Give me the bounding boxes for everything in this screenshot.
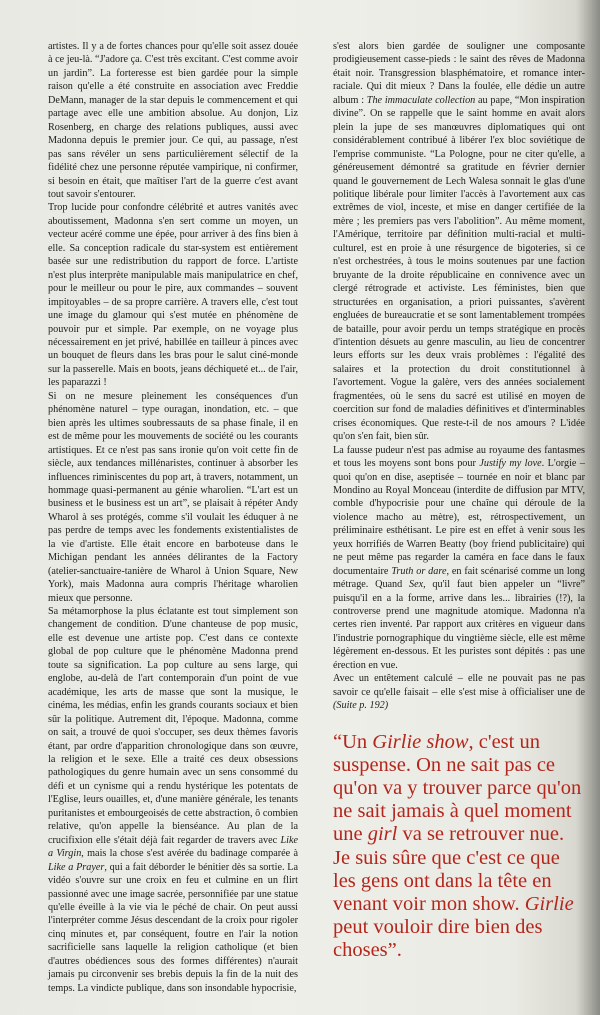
text-run: Sa métamorphose la plus éclatante est tout simplement son changement de condition. D'une chanteuse de pop music, elle est devenue une artiste pop. C'est dans ce contexte global de pop culture que le phénomène Madonna prend toute sa signification. La pop culture au sens large, qui englobe, au-delà de l'art contemporain d'un point de vue académique, les arts de masse que sont la musique, le cinéma, les médias, enfin les grands courants sociaux et bien sûr la politique. Autrement dit, l'époque. Madonna, comme on sait, a trouvé de quoi s'occuper, ses deux thèmes favoris étant, par ordre d'apparition chronologique dans son œuvre, la religion et le sexe. Elle a traité ces deux obsessions pathologiques du genre humain avec un sens consommé du défi et un cynisme qui a rendu hystérique les potentats de l'Eglise, leurs ouailles, et, d'une manière générale, les tenants puritanistes et embourgeoisés de cette abstraction, ô combien relative, qu'on appelle la bienséance. Au plan de la crucifixion elle s'était déjà fait regarder de travers avec (48, 606, 298, 846)
text-run: Si on ne mesure pleinement les conséquences d'un phénomène naturel – type ouragan, inondation, etc. – que bien après les ultimes soubressauts de sa phase finale, il en est de même pour les mouvements de société ou les courants artistiques. Et ce n'est pas sans ironie qu'on voit cette fin de siècle, aux tendances millénaristes, continuer à absorber les influences riminiscentes du pop art, à travers, notamment, un hommage quasi-permanent au génie wharolien. “L'art est un business et le business est un art”, se plaisait à répéter Andy Wharol à ses protégés, comme s'il voulait les éduquer à ne pas perdre de temps avec les fondements existentialistes de la vie d'artiste. Elle était encore en barboteuse dans le Michigan pendant les années délirantes de la Factory (atelier-sanctuaire-tanière de Wharol à Union Square, New York), mais Madonna aura compris l'héritage wharolien mieux que personne. (48, 390, 298, 604)
text-run: Trop lucide pour confondre célébrité et autres vanités avec aboutissement, Madonna s'en sert comme un moyen, un vecteur acéré comme une épée, pour arriver à des fins bien à elle. Sa conception radicale du star-system est entièrement basée sur une redistribution du rapport de force. L'artiste n'est plus interprète manipulable mais manipulatrice en chef, pour le meilleur ou pour le pire, aux commandes – souvent impitoyables – de sa propre carrière. A travers elle, c'est tout une image du glamour qui s'est mutée en phénomène de pouvoir pur et simple. Par exemple, on ne voyage plus nécessairement en jet privé, habillée en tailleur à pinces avec un bouquet de fleurs dans les bras pour le salut ciné-monde sur la passerelle. Mais en boots, jeans déchiqueté et... de l'air, les paparazzi ! (48, 202, 298, 389)
text-run: va y trouver parce qu'on ne (333, 777, 582, 823)
italic-title-text: Sex (408, 579, 424, 591)
italic-title-text: Truth or dare (391, 565, 447, 577)
text-run: voir mon show. (392, 893, 525, 916)
paragraph (48, 390, 298, 605)
text-run: au pape, “Mon inspiration divine”. On se rappelle que le saint homme en avait alors plein la jupe de ses manœuvres diplomatiques qui ont considérablement contribué à libérer l'ex bloc soviétique de l'emprise communiste. “La Pologne, pour ne citer qu'elle, a généreusement démontré sa gratitude en février dernier quand le gouvernement de Lech Walesa sonnait le glas d'une politique libérale pour limiter l'accès à l'avortement aux cas extrêmes de viol, inceste, et mise en danger certifiée de la mère ; les premiers pas vers l'abolition”. Au même moment, l'Amérique, territoire par définition multi-racial et multi-culturel, est en proie à une résurgence de bigoteries, si ce n'est orchestrées, à tous le moins soutenues par une faction bruyante de la droite républicaine en connivence avec un clergé rétrograde et activiste. Les féministes, bien que structurées en organisation, a priori puissantes, s'avèrent engluées de bureaucratie et se sont lamentablement trompées de bataille, pour avoir perdu un temps stratégique en procès d'intention désuets au genre masculin, au lieu de concentrer leurs efforts sur les deux vrais problèmes : l'égalité des salaires et la protection du droit constitutionnel à l'avortement. Vogue la galère, vers des années socialement fragmentées, où le sens du sacré est utilisé en moyen de coercition sur fond de maladies définitives et d'interminables crises économiques. Que reste-t-il de nos amours ? L'idée qu'on s'en fait, bien sûr. (333, 94, 586, 443)
text-run: ont dans la tête en venant (333, 869, 552, 916)
italic-title-text: (Suite p. 192) (333, 700, 389, 712)
text-run: dire bien des choses”. (333, 916, 543, 962)
pull-quote (333, 731, 585, 963)
text-run: , c'est un (468, 730, 540, 753)
text-run: “Un (333, 730, 373, 753)
text-run: Avec un entêtement calculé – elle ne pouvait pas ne pas savoir ce qu'elle faisait – elle s'est mise à officialiser une de (333, 673, 585, 698)
italic-title-text: The immaculate collection (366, 94, 476, 106)
right-text-column (333, 40, 585, 713)
left-text-column (48, 40, 298, 1015)
text-run: s'est alors bien gardée de souligner une composante prodigieusement casse-pieds : le saint des rêves de Madonna était noir. Transgression blasphématoire, et romance inter-raciale. Qui dit mieux ? Dans la foulée, elle dédie un autre album : (333, 41, 585, 106)
text-run: sait jamais à quel moment une (333, 800, 572, 846)
quote-line (333, 731, 540, 753)
text-run: suspense. On ne sait pas ce qu'on (333, 753, 556, 800)
italic-title-text: Justify my love (479, 458, 542, 470)
text-run: peut vouloir (333, 916, 433, 939)
text-run: La fausse pudeur n'est pas admise au royaume des fantasmes et tous les moyens sont bons pour (333, 444, 585, 470)
text-run: , qu'il faut bien appeler un “livre” puisqu'il en a la forme, arrive dans les... librairies (!?), la controverse prend une magnitude atomique. Madonna n'a certes rien inventé. Par rapport aux critères en vigueur dans l'industrie pornographique du vingtième siècle, elle est même légèrement en-dessous. Et les puristes sont dépités : pas une érection en vue. (333, 579, 586, 671)
italic-title-text: Like a Virgin (48, 834, 298, 860)
paragraph (333, 444, 585, 673)
paragraph (48, 40, 298, 201)
text-run: , mais la chose s'est avérée du badinage comparée à (81, 848, 298, 860)
paragraph (48, 201, 298, 389)
italic-title-text: girl (367, 823, 398, 846)
text-run: . L'orgie – quoi qu'on en dise, aseptisée – tournée en noir et blanc par Mondino au Royal Monceau (interdite de diffusion par MTV, comble d'hypocrisie pour une chaîne qui déroule de la violence macho au mètre), est, rétrospectivement, un préliminaire esthétisant. Le pire est en effet à venir sous les yeux horrifiés de Warren Beatty (boy friend publicitaire) qui ne peut même pas regarder la caméra en face dans le faux documentaire (333, 458, 585, 577)
right-column-wrapper (333, 40, 585, 983)
text-run: va se retrouver nue. Je (333, 823, 565, 869)
paragraph (333, 40, 585, 444)
text-run: , en fait scénarisé comme un long métrage. Quand (333, 565, 585, 591)
paragraph (333, 672, 585, 712)
italic-title-text: Like a Prayer (48, 861, 105, 873)
italic-title-text: Girlie (524, 893, 574, 916)
text-run: suis sûre que c'est ce que les gens (333, 846, 560, 892)
text-run: , qui a fait déborder le bénitier dès sa sortie. La vidéo s'ouvre sur une croix en feu et culmine en un flirt passionné avec une image sacrée, personnifiée par une statue qu'elle éveille à la vie via le péché de chair. On peut aussi l'interpréter comme Jésus descendant de la croix pour rigoler cinq minutes et, par conséquent, foutre en l'air la notion sacrificielle sans laquelle la religion catholique (et bien d'autres obédiences sous des formes différentes) n'aurait jamais pu circonvenir ses brebis depuis la fin de la nuit des temps. La vindicte publique, dans son insondable hypocrisie, (48, 861, 298, 994)
italic-title-text: Girlie show (372, 730, 469, 753)
paragraph (48, 605, 298, 995)
text-run: artistes. Il y a de fortes chances pour qu'elle soit assez douée à ce jeu-là. “J'adore ça. C'est très excitant. C'est comme avoir un jardin”. La forteresse est bien gardée pour la simple raison qu'elle a été construite en association avec Freddie DeMann, manager de la star depuis le commencement et qui partage avec elle une ambition absolue. Au donjon, Liz Rosenberg, en charge des relations publiques, aussi avec Madonna depuis le premier jour. Ce qui, au passage, n'est pas sans révéler un sens particulièrement sélectif de la fidélité chez une personne réputée vampirique, ni confirmer, si besoin en était, que maîtiser l'art de la guerre c'est avant tout savoir s'entourer. (48, 41, 298, 200)
